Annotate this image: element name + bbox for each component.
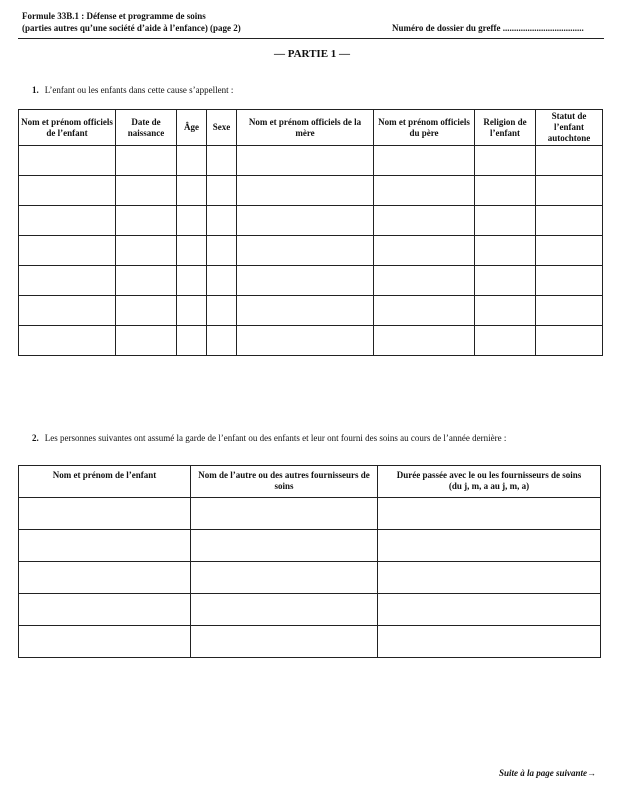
column-header: Nom et prénom de l’enfant [19, 466, 191, 498]
table-cell[interactable] [19, 266, 116, 296]
table-cell[interactable] [19, 626, 191, 658]
header-divider [18, 38, 604, 39]
file-number-label: Numéro de dossier du greffe .................................... [392, 23, 584, 33]
children-table [18, 109, 603, 356]
table-row [19, 266, 603, 296]
table-cell[interactable] [207, 176, 237, 206]
duration-header-label: Durée passée avec le ou les fournisseurs de soins [396, 470, 582, 480]
table-cell[interactable] [19, 296, 116, 326]
table-cell[interactable] [116, 326, 177, 356]
caregivers-table [18, 465, 601, 658]
column-header: Nom et prénom officiels de l’enfant [19, 110, 116, 146]
table-cell[interactable] [536, 206, 603, 236]
table-cell[interactable] [19, 594, 191, 626]
table-cell[interactable] [475, 176, 536, 206]
table-cell[interactable] [116, 176, 177, 206]
table-cell[interactable] [19, 236, 116, 266]
table-cell[interactable] [191, 530, 378, 562]
form-title [22, 10, 241, 34]
table-cell[interactable] [378, 562, 601, 594]
column-header: Date de naissance [116, 110, 177, 146]
table-cell[interactable] [237, 176, 374, 206]
table-cell[interactable] [207, 266, 237, 296]
continued-on-next-page: Suite à la page suivante→ [498, 768, 596, 778]
table-cell[interactable] [207, 326, 237, 356]
table-cell[interactable] [207, 296, 237, 326]
table-row [19, 498, 601, 530]
table-cell[interactable] [19, 498, 191, 530]
table-cell[interactable] [19, 326, 116, 356]
table-cell[interactable] [116, 236, 177, 266]
table-cell[interactable] [177, 236, 207, 266]
table-row [19, 530, 601, 562]
table-row [19, 176, 603, 206]
question-2-number: 2. [32, 433, 39, 443]
table-cell[interactable] [374, 176, 475, 206]
table-cell[interactable] [207, 146, 237, 176]
table-cell[interactable] [177, 176, 207, 206]
table-cell[interactable] [237, 296, 374, 326]
table-cell[interactable] [378, 594, 601, 626]
table-row [19, 626, 601, 658]
table-cell[interactable] [536, 146, 603, 176]
table-cell[interactable] [536, 236, 603, 266]
part-title: — PARTIE 1 — [273, 48, 351, 60]
column-header: Nom et prénom officiels du père [374, 110, 475, 146]
table-cell[interactable] [237, 266, 374, 296]
question-1-number: 1. [32, 85, 39, 95]
table-cell[interactable] [191, 626, 378, 658]
table-cell[interactable] [536, 176, 603, 206]
table-cell[interactable] [475, 296, 536, 326]
table-cell[interactable] [475, 236, 536, 266]
table-row [19, 236, 603, 266]
table-cell[interactable] [378, 530, 601, 562]
column-header: Religion de l’enfant [475, 110, 536, 146]
table-cell[interactable] [177, 206, 207, 236]
table-cell[interactable] [475, 326, 536, 356]
table-cell[interactable] [475, 206, 536, 236]
table-cell[interactable] [374, 206, 475, 236]
children-table-header [19, 110, 603, 146]
table-row [19, 296, 603, 326]
column-header [378, 466, 601, 498]
table-cell[interactable] [207, 206, 237, 236]
table-row [19, 594, 601, 626]
question-2 [32, 433, 506, 443]
table-cell[interactable] [536, 296, 603, 326]
table-cell[interactable] [19, 562, 191, 594]
table-cell[interactable] [374, 236, 475, 266]
table-cell[interactable] [475, 266, 536, 296]
table-cell[interactable] [374, 266, 475, 296]
table-cell[interactable] [191, 498, 378, 530]
table-cell[interactable] [19, 146, 116, 176]
table-cell[interactable] [237, 326, 374, 356]
table-cell[interactable] [191, 562, 378, 594]
column-header: Âge [177, 110, 207, 146]
table-cell[interactable] [237, 206, 374, 236]
table-cell[interactable] [374, 146, 475, 176]
table-cell[interactable] [177, 296, 207, 326]
table-row [19, 206, 603, 236]
question-1-text: L’enfant ou les enfants dans cette cause s’appellent : [44, 85, 234, 95]
column-header: Sexe [207, 110, 237, 146]
column-header: Nom et prénom officiels de la mère [237, 110, 374, 146]
table-cell[interactable] [237, 146, 374, 176]
table-cell[interactable] [19, 530, 191, 562]
table-cell[interactable] [207, 236, 237, 266]
form-title-line2: (parties autres qu’une société d’aide à l’enfance) (page 2) [22, 23, 241, 33]
table-cell[interactable] [116, 296, 177, 326]
table-cell[interactable] [475, 146, 536, 176]
column-header: Nom de l’autre ou des autres fournisseurs de soins [191, 466, 378, 498]
table-cell[interactable] [19, 206, 116, 236]
table-cell[interactable] [116, 266, 177, 296]
table-cell[interactable] [177, 146, 207, 176]
question-1 [32, 85, 233, 95]
table-cell[interactable] [177, 326, 207, 356]
caregivers-table-header [19, 466, 601, 498]
form-title-line1: Formule 33B.1 : Défense et programme de soins [22, 11, 206, 21]
table-cell[interactable] [191, 594, 378, 626]
table-cell[interactable] [536, 266, 603, 296]
table-cell[interactable] [374, 296, 475, 326]
duration-header-note: (du j, m, a au j, m, a) [448, 481, 530, 491]
table-cell[interactable] [177, 266, 207, 296]
table-cell[interactable] [536, 326, 603, 356]
table-row [19, 146, 603, 176]
table-cell[interactable] [116, 206, 177, 236]
table-row [19, 326, 603, 356]
column-header: Statut de l’enfant autochtone [536, 110, 603, 146]
table-cell[interactable] [237, 236, 374, 266]
table-cell[interactable] [116, 146, 177, 176]
table-cell[interactable] [19, 176, 116, 206]
question-2-text: Les personnes suivantes ont assumé la garde de l’enfant ou des enfants et leur ont fourni des soins au cours de l’année dernière : [44, 433, 507, 443]
table-row [19, 562, 601, 594]
table-cell[interactable] [378, 626, 601, 658]
table-cell[interactable] [374, 326, 475, 356]
table-cell[interactable] [378, 498, 601, 530]
